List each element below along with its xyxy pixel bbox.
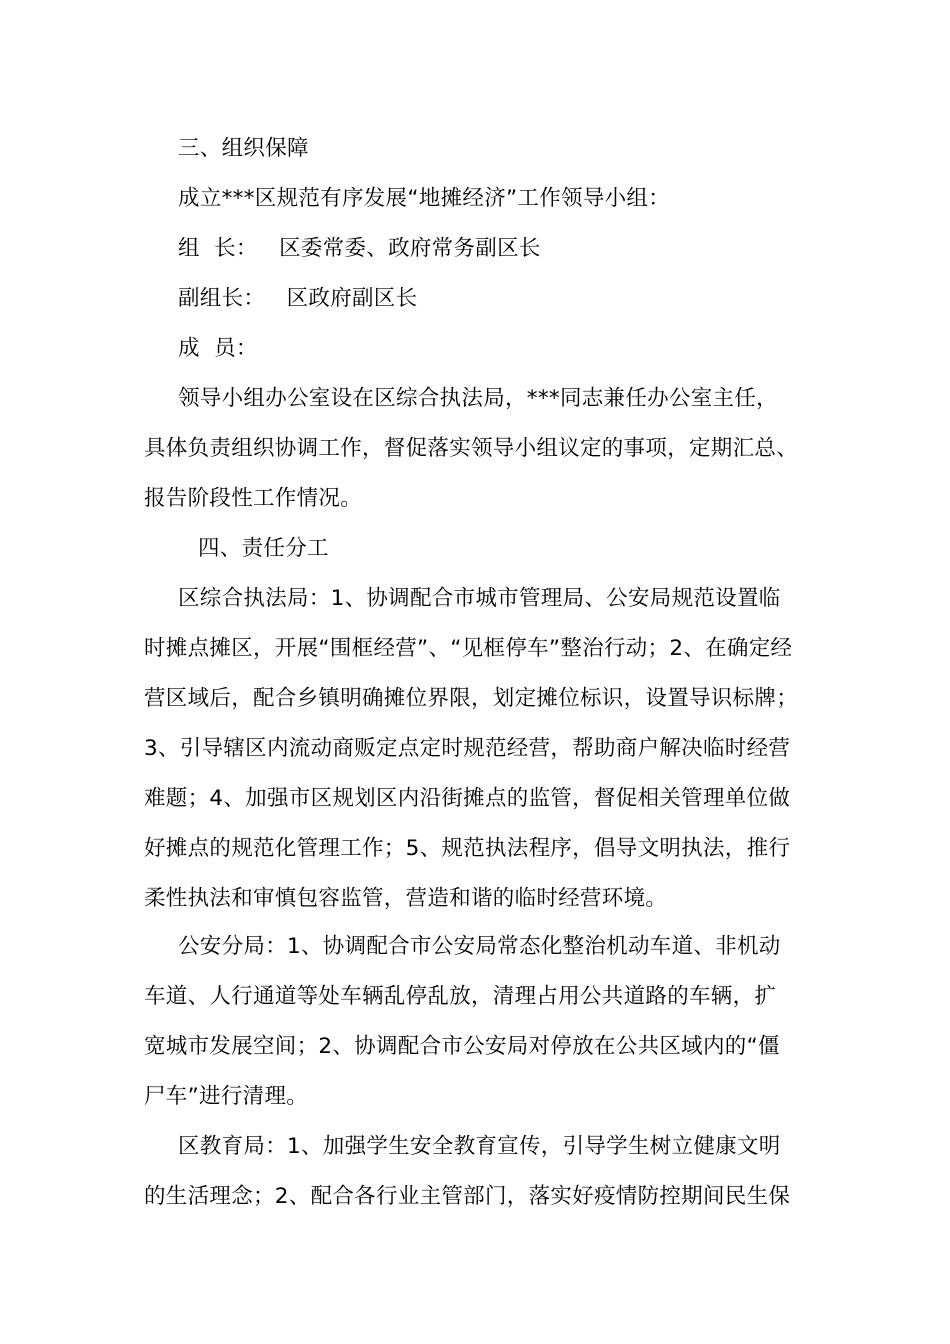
police-branch-paragraph-line: 宽城市发展空间；2、协调配合市公安局对停放在公共区域内的“僵 xyxy=(144,1034,780,1059)
police-branch-paragraph-line: 尸车”进行清理。 xyxy=(144,1084,309,1109)
deputy-leader-line: 副组长： 区政府副区长 xyxy=(178,286,418,311)
education-bureau-paragraph-line: 区教育局：1、加强学生安全教育宣传，引导学生树立健康文明 xyxy=(178,1134,781,1159)
enforcement-bureau-paragraph-line: 时摊点摊区，开展“围框经营”、“见框停车”整治行动；2、在确定经 xyxy=(144,636,793,661)
enforcement-bureau-paragraph-line: 好摊点的规范化管理工作；5、规范执法程序，倡导文明执法，推行 xyxy=(144,836,791,861)
enforcement-bureau-paragraph-line: 柔性执法和审慎包容监管，营造和谐的临时经营环境。 xyxy=(144,886,668,911)
members-line: 成 员： xyxy=(178,336,258,361)
enforcement-bureau-paragraph-line: 营区域后，配合乡镇明确摊位界限，划定摊位标识，设置导识标牌； xyxy=(144,686,799,711)
enforcement-bureau-paragraph-line: 3、引导辖区内流动商贩定点定时规范经营，帮助商户解决临时经营 xyxy=(144,736,791,761)
enforcement-bureau-paragraph-line: 难题；4、加强市区规划区内沿街摊点的监管，督促相关管理单位做 xyxy=(144,786,791,811)
police-branch-paragraph-line: 车道、人行通道等处车辆乱停乱放，清理占用公共道路的车辆，扩 xyxy=(144,984,777,1009)
enforcement-bureau-paragraph-line: 区综合执法局：1、协调配合市城市管理局、公安局规范设置临 xyxy=(178,586,781,611)
office-paragraph-line: 报告阶段性工作情况。 xyxy=(144,486,363,511)
office-paragraph-line: 具体负责组织协调工作，督促落实领导小组议定的事项，定期汇总、 xyxy=(144,436,799,461)
police-branch-paragraph-line: 公安分局：1、协调配合市公安局常态化整治机动车道、非机动 xyxy=(178,934,781,959)
section-heading-organization: 三、组织保障 xyxy=(178,136,309,161)
office-paragraph-line: 领导小组办公室设在区综合执法局，***同志兼任办公室主任， xyxy=(178,386,778,411)
education-bureau-paragraph-line: 的生活理念；2、配合各行业主管部门，落实好疫情防控期间民生保 xyxy=(144,1184,791,1209)
group-leader-line: 组 长： 区委常委、政府常务副区长 xyxy=(178,236,541,261)
leading-group-established: 成立***区规范有序发展“地摊经济”工作领导小组： xyxy=(178,186,671,211)
section-heading-responsibilities: 四、责任分工 xyxy=(198,536,329,561)
